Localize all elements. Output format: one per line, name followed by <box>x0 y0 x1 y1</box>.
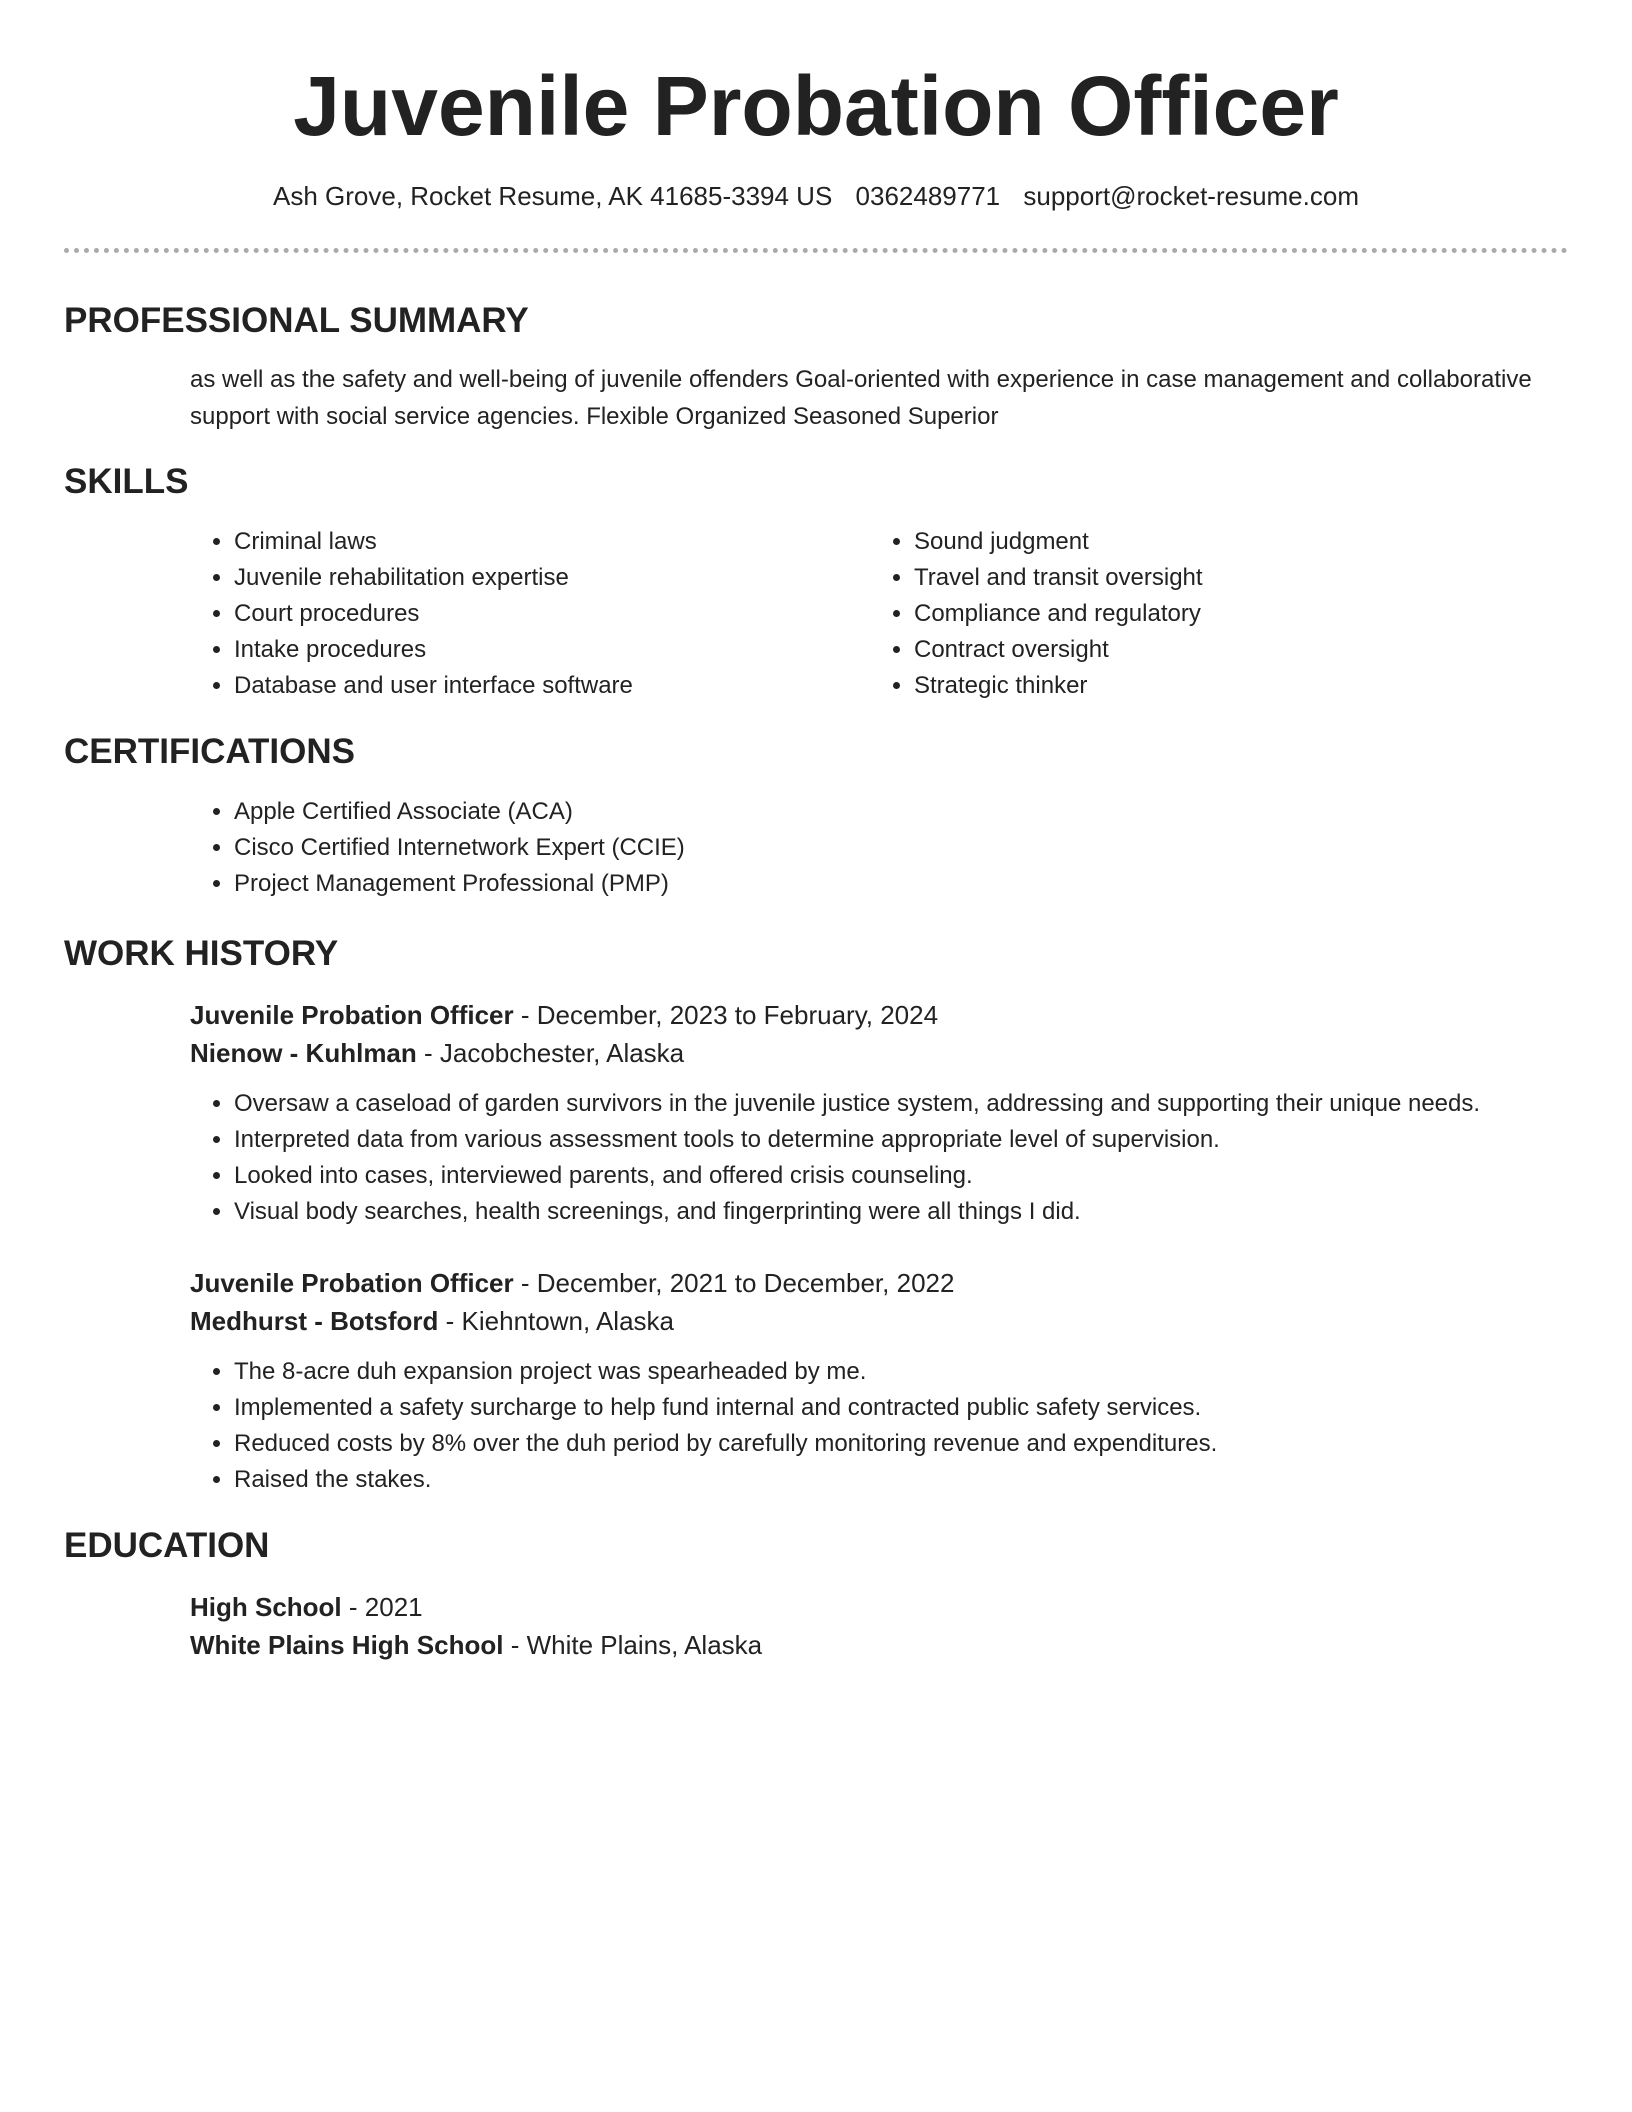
job-bullet: • Raised the stakes. <box>234 1462 1568 1498</box>
job-role: Juvenile Probation Officer <box>190 1268 514 1298</box>
certifications-section <box>64 730 1568 902</box>
education-section <box>64 1524 1568 1664</box>
job-title-line <box>190 996 1568 1034</box>
job-bullet: • Visual body searches, health screenings, and fingerprinting were all things I did. <box>234 1194 1568 1230</box>
skill-item: • Compliance and regulatory <box>914 596 1550 632</box>
job-entry <box>190 1264 1568 1498</box>
skill-item: • Criminal laws <box>234 524 870 560</box>
work-history-title: WORK HISTORY <box>64 934 339 973</box>
certification-item: • Project Management Professional (PMP) <box>234 866 1568 902</box>
header-divider <box>64 248 1568 253</box>
skills-section <box>64 460 1568 704</box>
job-bullet: • Implemented a safety surcharge to help fund internal and contracted public safety services. <box>234 1390 1568 1426</box>
summary-text: as well as the safety and well-being of juvenile offenders Goal-oriented with experience in case management and collaborative support with social service agencies. Flexible Organized Seasoned Superior <box>190 366 1532 430</box>
certification-item: • Cisco Certified Internetwork Expert (CCIE) <box>234 830 1568 866</box>
job-entry <box>190 996 1568 1230</box>
job-dates: - December, 2021 to December, 2022 <box>513 1268 955 1298</box>
job-bullet: • Interpreted data from various assessment tools to determine appropriate level of supervision. <box>234 1122 1568 1158</box>
contact-address: Ash Grove, Rocket Resume, AK 41685-3394 US <box>273 181 833 211</box>
job-bullet: • Reduced costs by 8% over the duh period by carefully monitoring revenue and expenditures. <box>234 1426 1568 1462</box>
skills-column-right <box>870 524 1550 704</box>
skill-item: • Strategic thinker <box>914 668 1550 704</box>
job-location: - Jacobchester, Alaska <box>416 1038 685 1068</box>
skill-item: • Database and user interface software <box>234 668 870 704</box>
job-bullet: • The 8-acre duh expansion project was spearheaded by me. <box>234 1354 1568 1390</box>
contact-email: support@rocket-resume.com <box>1023 181 1359 211</box>
skill-item: • Intake procedures <box>234 632 870 668</box>
summary-section <box>64 299 1568 435</box>
education-school: White Plains High School <box>190 1630 504 1660</box>
job-company-line <box>190 1302 1568 1340</box>
contact-line <box>64 178 1568 214</box>
job-title-line <box>190 1264 1568 1302</box>
job-company-line <box>190 1034 1568 1072</box>
education-location: - White Plains, Alaska <box>503 1630 763 1660</box>
work-history-section <box>64 932 1568 1498</box>
contact-phone: 0362489771 <box>855 181 1001 211</box>
skills-title: SKILLS <box>64 462 189 501</box>
job-bullet: • Oversaw a caseload of garden survivors in the juvenile justice system, addressing and supporting their unique needs. <box>234 1086 1568 1122</box>
skill-item: • Contract oversight <box>914 632 1550 668</box>
resume-name: Juvenile Probation Officer <box>293 59 1339 153</box>
job-company: Medhurst - Botsford <box>190 1306 439 1336</box>
certification-item: • Apple Certified Associate (ACA) <box>234 794 1568 830</box>
education-degree: High School <box>190 1592 342 1622</box>
skills-column-left <box>190 524 870 704</box>
summary-title: PROFESSIONAL SUMMARY <box>64 301 529 340</box>
job-bullet: • Looked into cases, interviewed parents, and offered crisis counseling. <box>234 1158 1568 1194</box>
skill-item: • Travel and transit oversight <box>914 560 1550 596</box>
education-year: - 2021 <box>341 1592 423 1622</box>
certifications-title: CERTIFICATIONS <box>64 732 356 771</box>
skill-item: • Court procedures <box>234 596 870 632</box>
job-role: Juvenile Probation Officer <box>190 1000 514 1030</box>
education-school-line <box>190 1626 1568 1664</box>
education-title: EDUCATION <box>64 1526 270 1565</box>
skill-item: • Sound judgment <box>914 524 1550 560</box>
job-company: Nienow - Kuhlman <box>190 1038 417 1068</box>
job-location: - Kiehntown, Alaska <box>438 1306 674 1336</box>
skill-item: • Juvenile rehabilitation expertise <box>234 560 870 596</box>
job-dates: - December, 2023 to February, 2024 <box>513 1000 939 1030</box>
education-degree-line <box>190 1588 1568 1626</box>
